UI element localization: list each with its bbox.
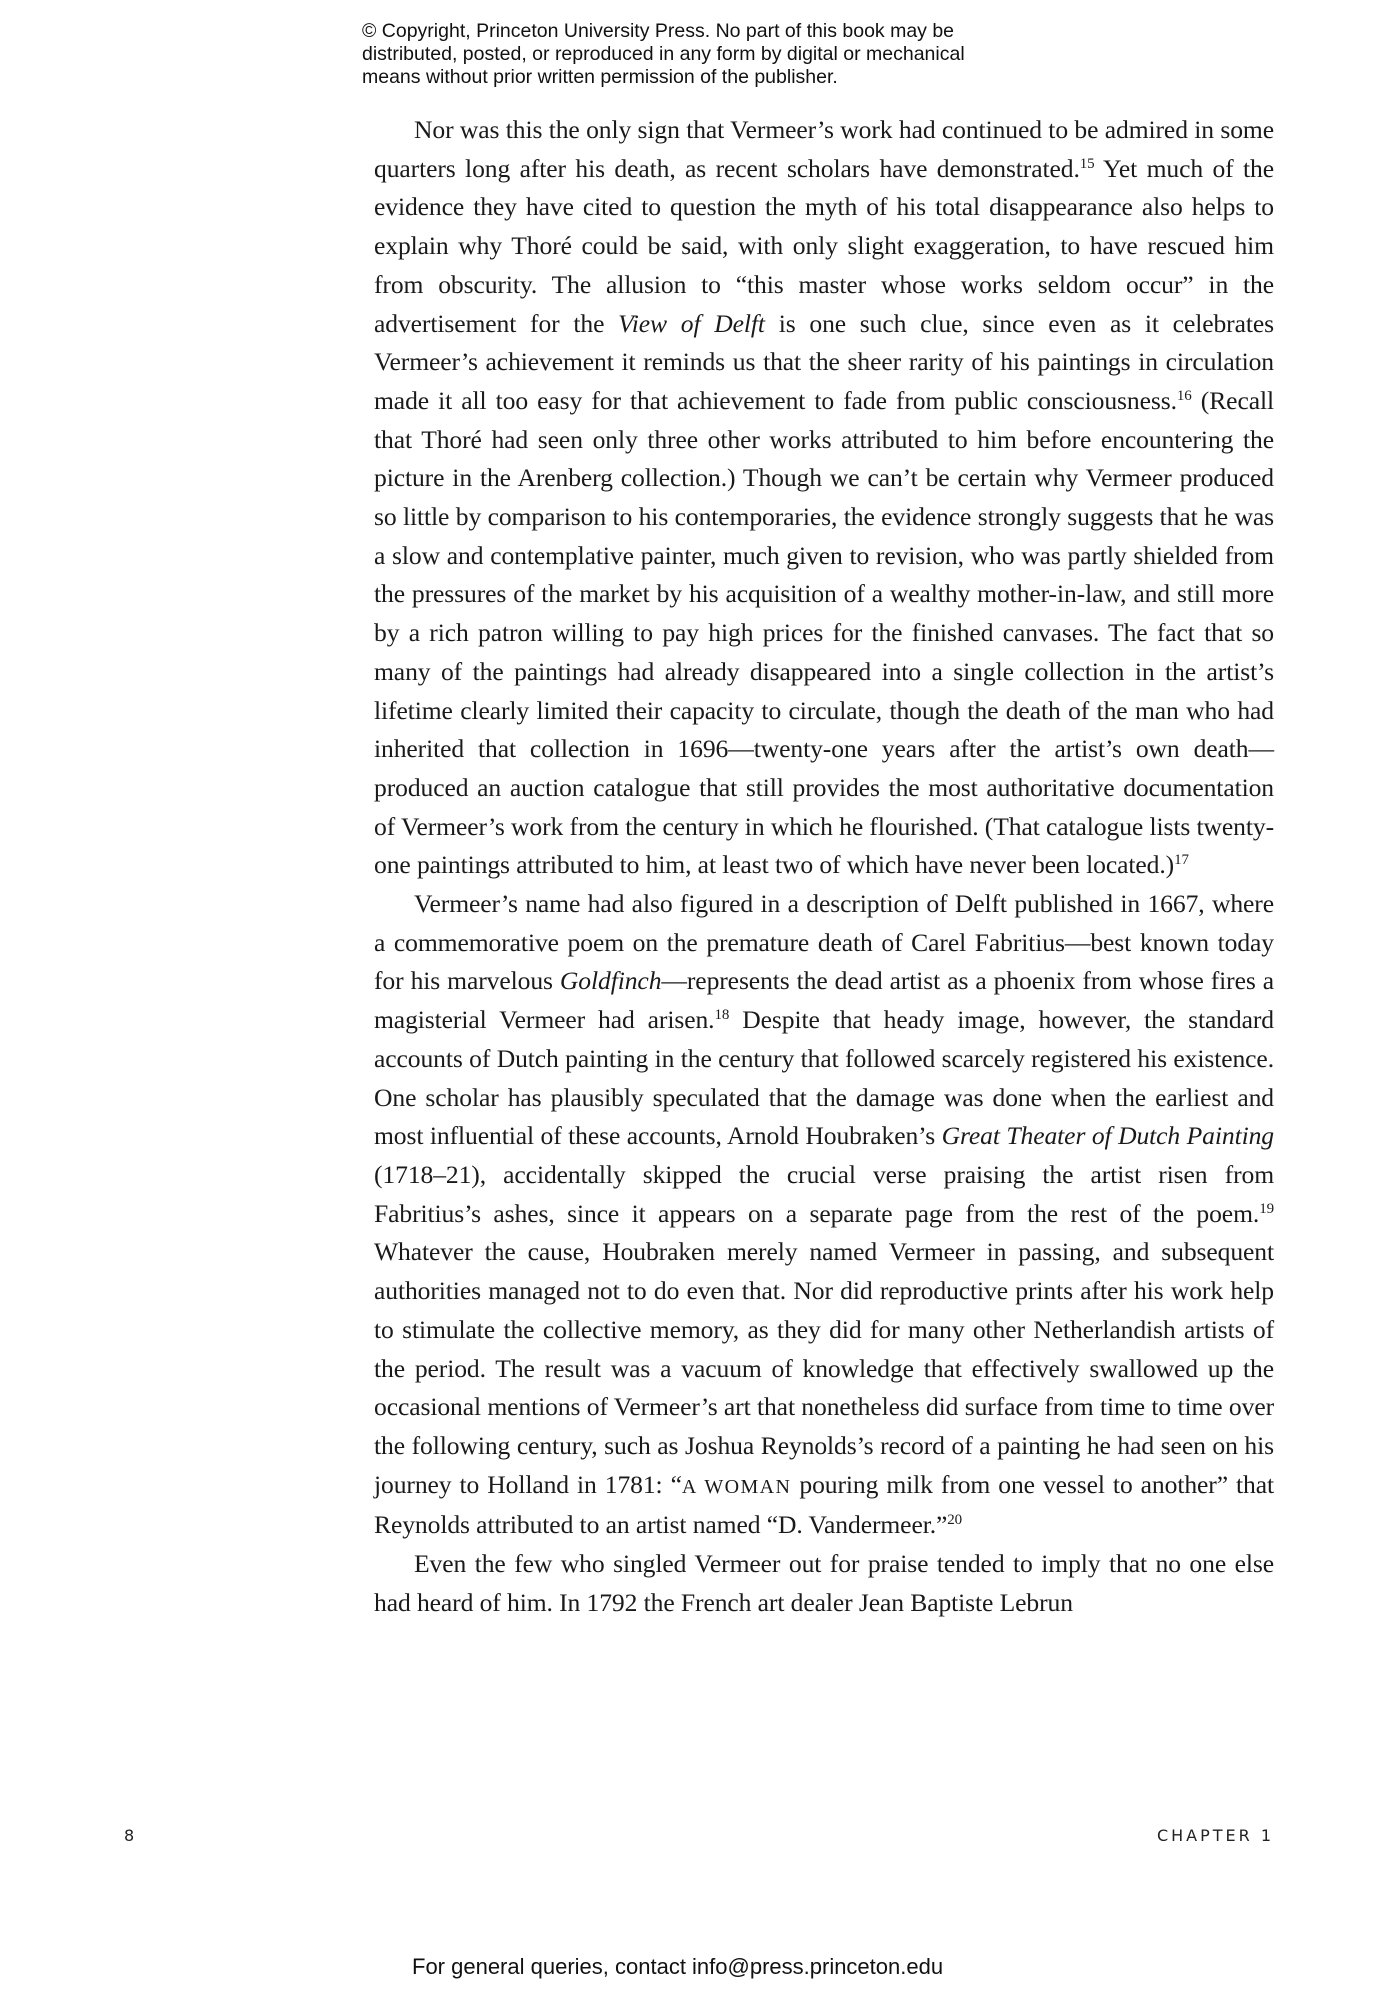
page-number: 8 bbox=[124, 1826, 135, 1845]
contact-footer: For general queries, contact info@press.princeton.edu bbox=[412, 1954, 944, 1979]
italic-title: Great Theater of Dutch Painting bbox=[941, 1121, 1274, 1151]
text-run: Despite that heady image, however, the standard accounts of Dutch painting in the century that followed scarcely registered his existence. One scholar has plausibly speculated that the damage was done when the earliest and most influential of these accounts, Arnold Houbraken’s bbox=[374, 1005, 1274, 1151]
text-run: Whatever the cause, Houbraken merely named Vermeer in passing, and subsequent authorities managed not to do even that. Nor did reproductive prints after his work help to stimulate the collective memory, as they did for many other Netherlandish artists of the period. The result was a vacuum of knowledge that effectively swallowed up the occasional mentions of Vermeer’s art that nonetheless did surface from time to time over the following century, such as Joshua Reynolds’s record of a painting he had seen on his journey to Holland in 1781: “ bbox=[374, 1237, 1274, 1499]
copyright-line: distributed, posted, or reproduced in any form by digital or mechanical bbox=[362, 43, 965, 65]
paragraph bbox=[374, 1545, 1274, 1622]
italic-title: View of Delft bbox=[618, 308, 765, 338]
footnote-ref: 15 bbox=[1079, 155, 1095, 172]
footnote-ref: 19 bbox=[1259, 1200, 1274, 1217]
small-caps-text: A WOMAN bbox=[681, 1475, 792, 1498]
footnote-ref: 18 bbox=[714, 1007, 730, 1024]
body-text bbox=[374, 111, 1274, 1622]
footnote-ref: 16 bbox=[1176, 387, 1192, 404]
copyright-line: © Copyright, Princeton University Press. No part of this book may be bbox=[362, 20, 955, 42]
footnote-ref: 20 bbox=[947, 1512, 963, 1529]
running-head: CHAPTER 1 bbox=[1156, 1826, 1274, 1845]
paragraph bbox=[374, 885, 1274, 1545]
text-run: Even the few who singled Vermeer out for praise tended to imply that no one else had heard of him. In 1792 the French art dealer Jean Baptiste Lebrun bbox=[374, 1549, 1274, 1617]
text-run: Yet much of the evidence they have cited to question the myth of his total disappearance also helps to explain why Thoré could be said, with only slight exaggeration, to have rescued him from obscurity. The allusion to “this master whose works seldom occur” in the advertisement for the bbox=[374, 153, 1274, 338]
text-run: Nor was this the only sign that Vermeer’s work had continued to be admired in some quarters long after his death, as recent scholars have demonstrated. bbox=[374, 115, 1274, 183]
copyright-line: means without prior written permission of the publisher. bbox=[362, 66, 838, 88]
footnote-ref: 17 bbox=[1174, 852, 1189, 869]
italic-title: Goldfinch bbox=[559, 966, 662, 996]
text-run: (Recall that Thoré had seen only three other works attributed to him before encountering the picture in the Arenberg collection.) Though we can’t be certain why Vermeer produced so little by comparison to his contemporaries, the evidence strongly suggests that he was a slow and contemplative painter, much given to revision, who was partly shielded from the pressures of the market by his acquisition of a wealthy mother-in-law, and still more by a rich patron willing to pay high prices for the finished canvases. The fact that so many of the paintings had already disappeared into a single collection in the artist’s lifetime clearly limited their capacity to circulate, though the death of the man who had inherited that collection in 1696—twenty-one years after the artist’s own death—produced an auction catalogue that still provides the most authoritative documentation of Vermeer’s work from the century in which he flourished. (That catalogue lists twenty-one paintings attributed to him, at least two of which have never been located.) bbox=[374, 385, 1274, 880]
text-run: pouring milk from one vessel to another” that Reynolds attributed to an artist named “D. Vandermeer.” bbox=[374, 1469, 1274, 1540]
text-run: (1718–21), accidentally skipped the crucial verse praising the artist risen from Fabritius’s ashes, since it appears on a separate page from the rest of the poem. bbox=[374, 1159, 1274, 1228]
copyright-notice bbox=[362, 20, 1082, 89]
text-run: Vermeer’s name had also figured in a description of Delft published in 1667, where a commemorative poem on the premature death of Carel Fabritius—best known today for his marvelous bbox=[374, 889, 1274, 996]
text-run: is one such clue, since even as it celebrates Vermeer’s achievement it reminds us that the sheer rarity of his paintings in circulation made it all too easy for that achievement to fade from public consciousness. bbox=[374, 308, 1274, 415]
paragraph bbox=[374, 111, 1274, 885]
text-run: —represents the dead artist as a phoenix from whose fires a magisterial Vermeer had arisen. bbox=[374, 966, 1274, 1035]
